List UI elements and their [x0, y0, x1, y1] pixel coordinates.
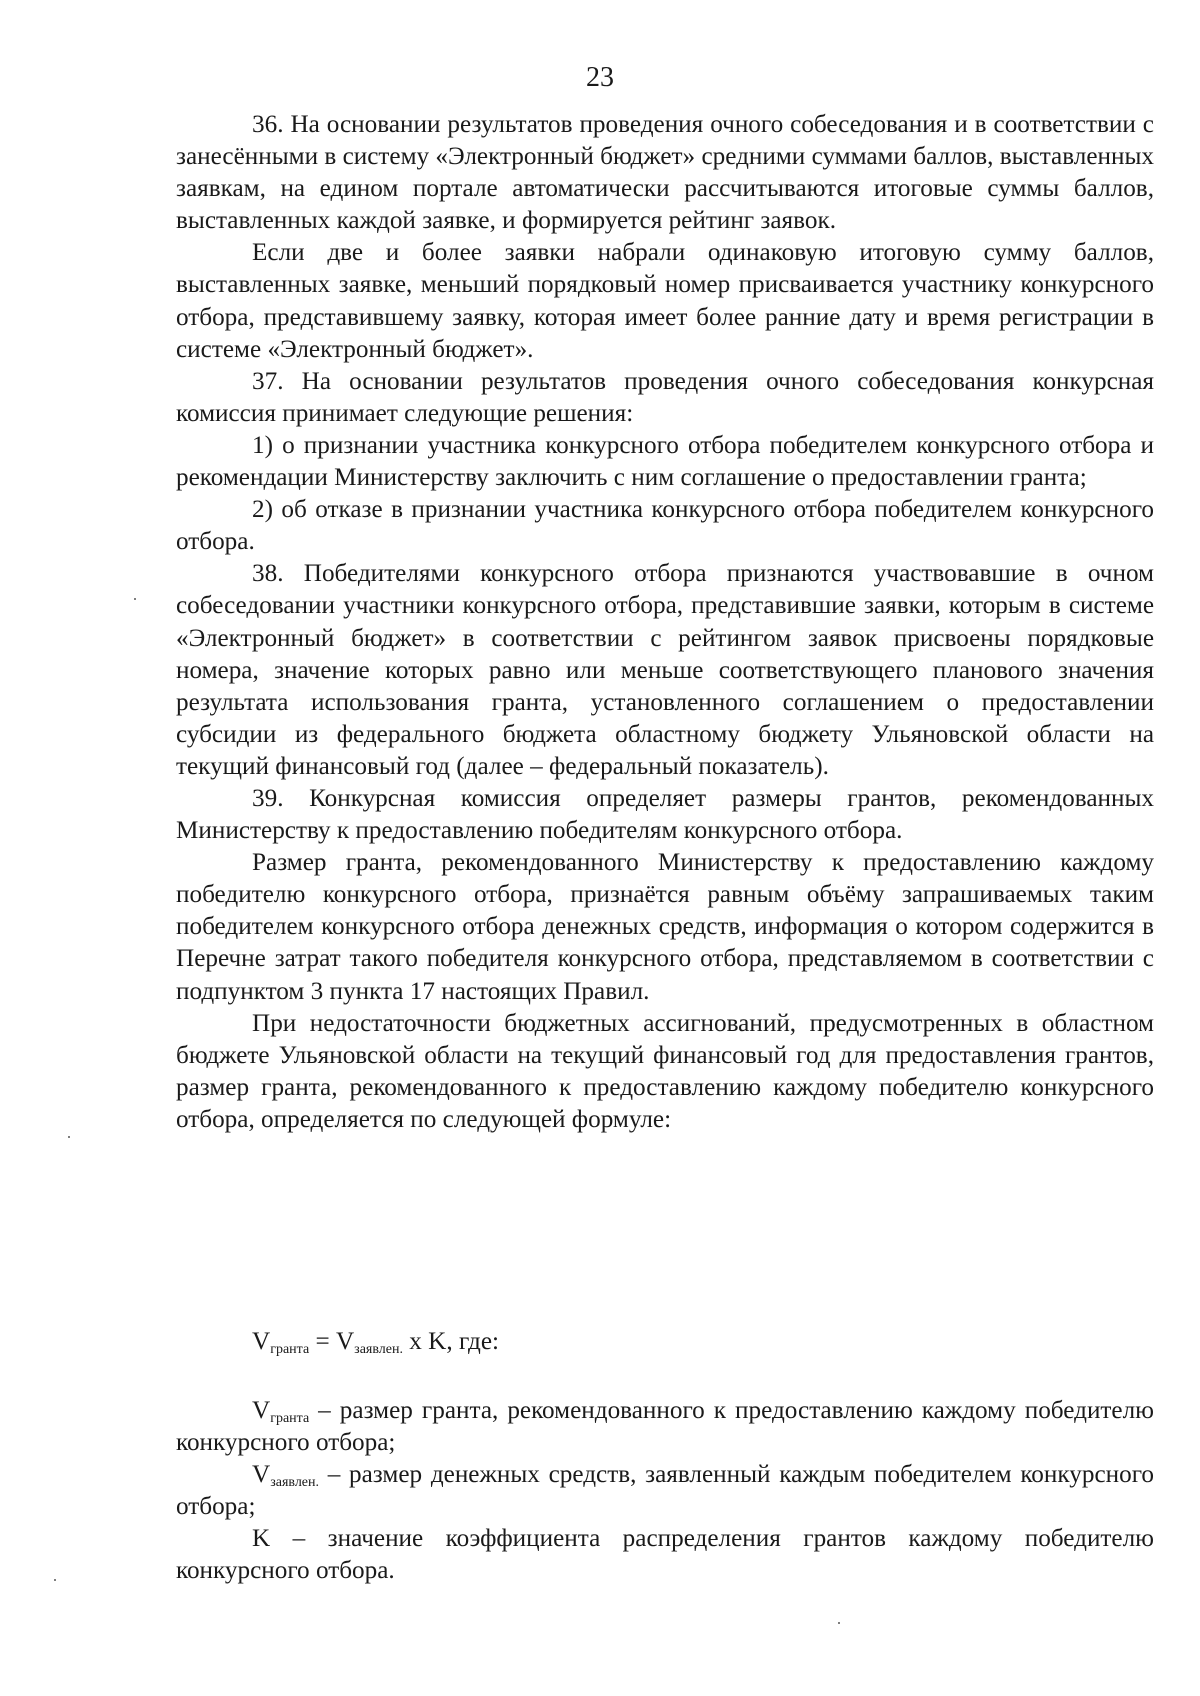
body-text	[176, 109, 1154, 1136]
formula-rest: x K, где:	[402, 1328, 500, 1355]
definition-text: – размер гранта, рекомендованного к предоставлению каждому победителю конкурсного отбора;	[176, 1397, 1154, 1457]
formula-equals: =	[309, 1328, 336, 1355]
scan-speck	[68, 1136, 70, 1138]
definition-symbol: V	[252, 1461, 271, 1489]
definition-symbol: K	[252, 1525, 271, 1553]
decision-item-1: 1) о признании участника конкурсного отбора победителем конкурсного отбора и рекомендации Министерству заключить с ним соглашение о предоставлении гранта;	[176, 431, 1154, 492]
paragraph-36: 36. На основании результатов проведения очного собеседования и в соответствии с занесёнными в систему «Электронный бюджет» средними суммами баллов, выставленных заявкам, на едином портале автоматически рассчитываются итоговые суммы баллов, выставленных каждой заявке, и формируется рейтинг заявок.	[176, 111, 1154, 235]
paragraph-37: 37. На основании результатов проведения очного собеседования конкурсная комиссия принимает следующие решения:	[176, 367, 1154, 427]
definition-k	[176, 1523, 1154, 1587]
formula-v-grant: V	[252, 1328, 271, 1355]
definition-v-declared	[176, 1459, 1154, 1523]
paragraph-38: 38. Победителями конкурсного отбора признаются участвовавшие в очном собеседовании участники конкурсного отбора, представившие заявки, которым в системе «Электронный бюджет» в соответствии с рейтингом заявок присвоены порядковые номера, значение которых равно или меньше соответствующего планового значения результата использования гранта, установленного соглашением о предоставлении субсидии из федерального бюджета областному бюджету Ульяновской области на текущий финансовый год (далее – федеральный показатель).	[176, 560, 1154, 780]
definition-text: – значение коэффициента распределения грантов каждому победителю конкурсного отбора.	[176, 1525, 1154, 1585]
scan-speck	[54, 1579, 56, 1581]
definition-subscript: гранта	[270, 1411, 310, 1426]
formula-sub-declared: заявлен.	[354, 1342, 403, 1357]
scan-speck	[134, 598, 136, 600]
decision-item-2: 2) об отказе в признании участника конкурсного отбора победителем конкурсного отбора.	[176, 496, 1154, 556]
grant-formula	[252, 1326, 499, 1358]
definition-subscript: заявлен.	[270, 1475, 320, 1491]
scan-speck	[838, 1622, 840, 1624]
definition-symbol: V	[252, 1397, 271, 1424]
definition-v-grant	[176, 1395, 1154, 1459]
formula-sub-grant: гранта	[270, 1342, 310, 1357]
definition-text: – размер денежных средств, заявленный каждым победителем конкурсного отбора;	[176, 1461, 1154, 1521]
formula-v-declared: V	[335, 1328, 355, 1355]
paragraph-39-insufficiency: При недостаточности бюджетных ассигнований, предусмотренных в областном бюджете Ульяновской области на текущий финансовый год для предоставления грантов, размер гранта, рекомендованного к предоставлению каждому победителю конкурсного отбора, определяется по следующей формуле:	[176, 1009, 1154, 1133]
paragraph-39-grant-size: Размер гранта, рекомендованного Министерству к предоставлению каждому победителю конкурсного отбора, признаётся равным объёму запрашиваемых таким победителем конкурсного отбора денежных средств, информация о котором содержится в Перечне затрат такого победителя конкурсного отбора, представляемом в соответствии с подпунктом 3 пункта 17 настоящих Правил.	[176, 849, 1154, 1005]
paragraph-36-tie-rule: Если две и более заявки набрали одинаковую итоговую сумму баллов, выставленных заявке, меньший порядковый номер присваивается участнику конкурсного отбора, представившему заявку, которая имеет более ранние дату и время регистрации в системе «Электронный бюджет».	[176, 239, 1154, 363]
paragraph-39: 39. Конкурсная комиссия определяет размеры грантов, рекомендованных Министерству к предоставлению победителям конкурсного отбора.	[176, 784, 1154, 845]
formula-definitions	[176, 1395, 1154, 1588]
page-number: 23	[586, 62, 614, 93]
